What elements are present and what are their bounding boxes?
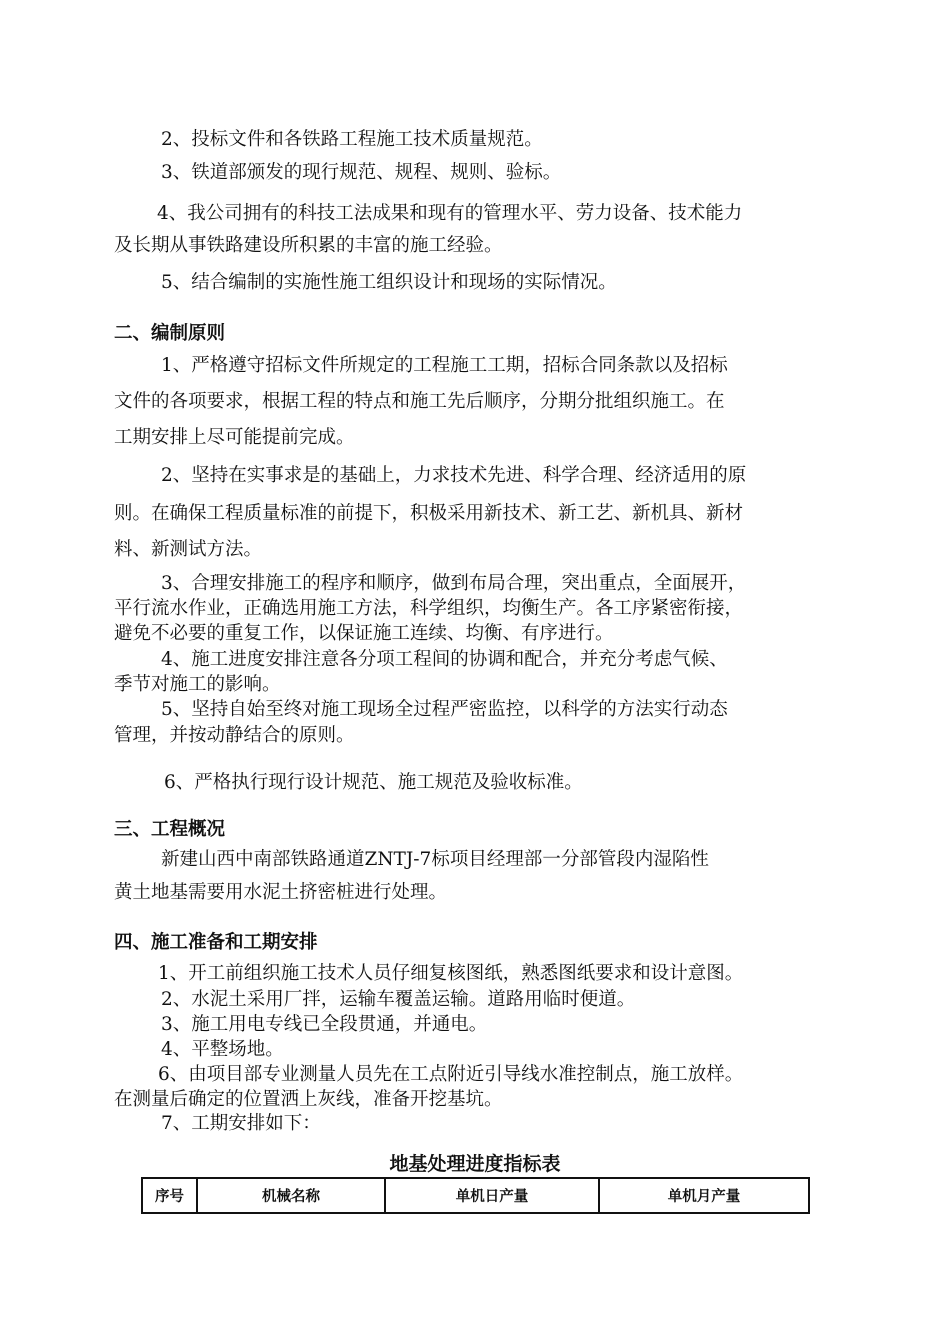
principle-3-line-3: 避免不必要的重复工作，以保证施工连续、均衡、有序进行。 [114,623,614,644]
overview-line-1: 新建山西中南部铁路通道ZNTJ-7标项目经理部一分部管段内湿陷性 [161,849,709,870]
principle-2-line-2: 则。在确保工程质量标准的前提下，积极采用新技术、新工艺、新机具、新材 [114,503,744,524]
basis-item-4: 4、我公司拥有的科技工法成果和现有的管理水平、劳力设备、技术能力 [157,203,743,224]
progress-table [141,1177,810,1214]
principle-4-line-1: 4、施工进度安排注意各分项工程间的协调和配合，并充分考虑气候、 [161,649,728,670]
principle-6: 6、严格执行现行设计规范、施工规范及验收标准。 [164,772,583,793]
principle-2-line-1: 2、坚持在实事求是的基础上，力求技术先进、科学合理、经济适用的原 [161,465,747,486]
preparation-item-7: 7、工期安排如下： [161,1113,321,1134]
principle-4-line-2: 季节对施工的影响。 [114,674,281,695]
basis-item-3: 3、铁道部颁发的现行规范、规程、规则、验标。 [161,162,562,183]
preparation-item-2: 2、水泥土采用厂拌，运输车覆盖运输。道路用临时便道。 [161,989,636,1010]
table-header-row [142,1178,809,1213]
table-header-monthly-output: 单机月产量 [599,1178,809,1213]
principle-3-line-1: 3、合理安排施工的程序和顺序，做到布局合理，突出重点，全面展开， [161,573,747,594]
principle-1-line-2: 文件的各项要求，根据工程的特点和施工先后顺序，分期分批组织施工。在 [114,391,725,412]
principle-5-line-2: 管理，并按动静结合的原则。 [114,725,355,746]
section-heading-preparation: 四、施工准备和工期安排 [114,932,318,953]
section-heading-principles: 二、编制原则 [114,323,226,344]
table-title: 地基处理进度指标表 [389,1153,561,1175]
table-header-index: 序号 [142,1178,197,1213]
basis-item-2: 2、投标文件和各铁路工程施工技术质量规范。 [161,129,543,150]
table-header-daily-output: 单机日产量 [385,1178,599,1213]
table-header-machine-name: 机械名称 [197,1178,385,1213]
principle-5-line-1: 5、坚持自始至终对施工现场全过程严密监控，以科学的方法实行动态 [161,699,728,720]
overview-line-2: 黄土地基需要用水泥土挤密桩进行处理。 [114,882,448,903]
basis-item-5: 5、结合编制的实施性施工组织设计和现场的实际情况。 [161,272,617,293]
basis-item-4-cont: 及长期从事铁路建设所积累的丰富的施工经验。 [114,235,503,256]
principle-2-line-3: 料、新测试方法。 [114,539,263,560]
preparation-item-4: 4、平整场地。 [161,1039,284,1060]
principle-1-line-3: 工期安排上尽可能提前完成。 [114,427,355,448]
preparation-item-6: 6、由项目部专业测量人员先在工点附近引导线水准控制点，施工放样。 [158,1064,744,1085]
principle-3-line-2: 平行流水作业，正确选用施工方法，科学组织，均衡生产。各工序紧密衔接， [114,598,744,619]
section-heading-overview: 三、工程概况 [114,819,226,840]
preparation-item-1: 1、开工前组织施工技术人员仔细复核图纸，熟悉图纸要求和设计意图。 [158,963,744,984]
preparation-item-3: 3、施工用电专线已全段贯通，并通电。 [161,1014,488,1035]
principle-1-line-1: 1、严格遵守招标文件所规定的工程施工工期，招标合同条款以及招标 [161,355,728,376]
preparation-item-6-cont: 在测量后确定的位置洒上灰线，准备开挖基坑。 [114,1089,503,1110]
